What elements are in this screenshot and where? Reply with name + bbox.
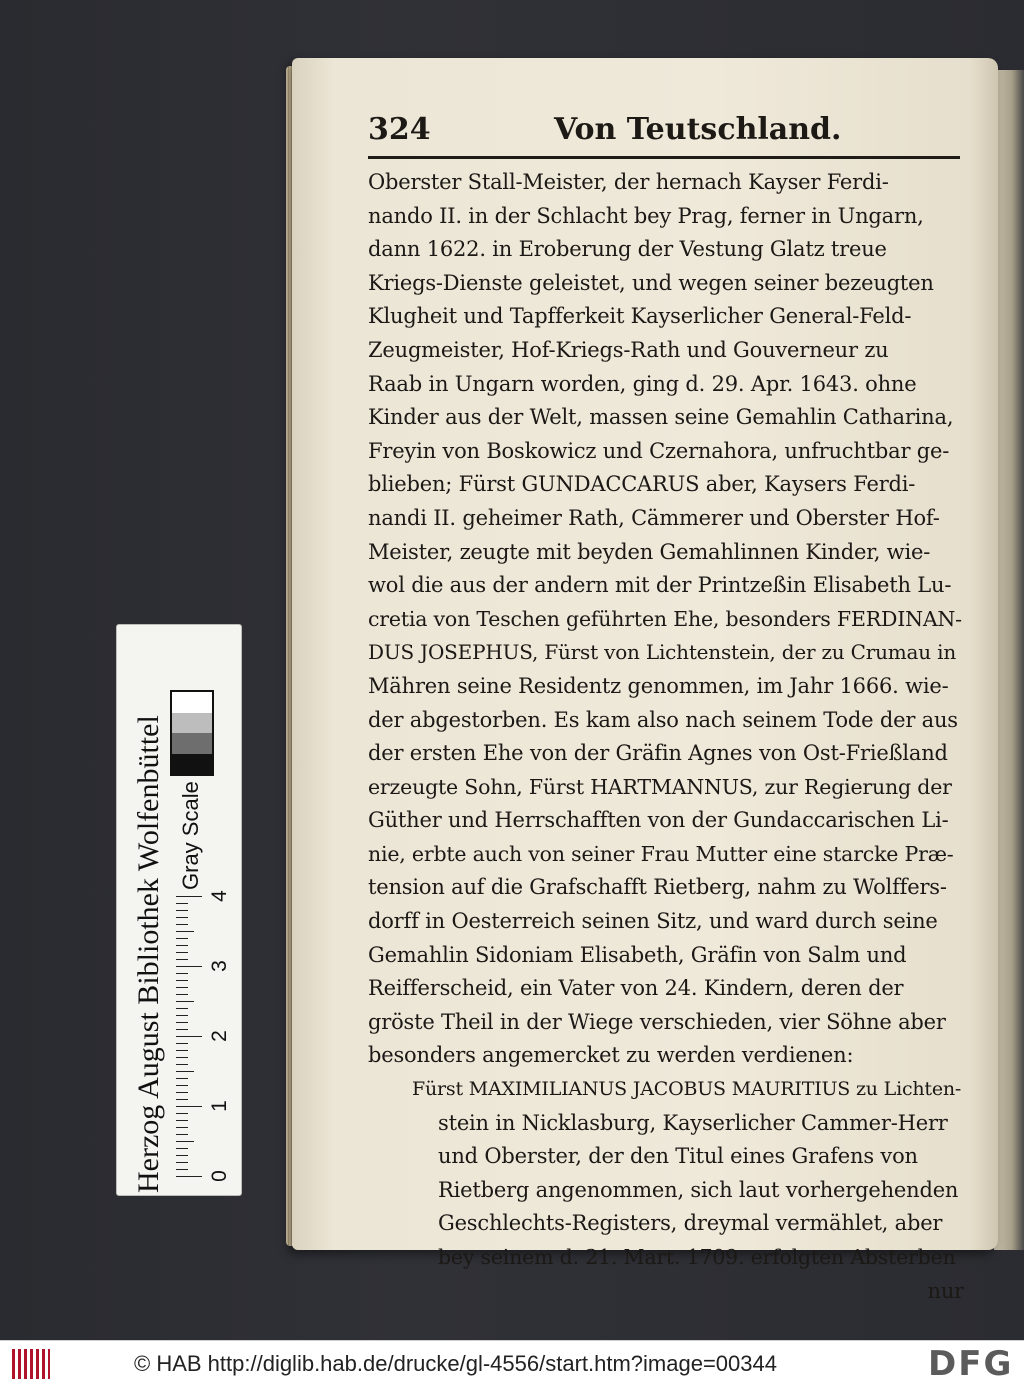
ruler-tick: [176, 1071, 194, 1072]
ruler-tick: [176, 1078, 188, 1079]
ruler-tick: [176, 1120, 188, 1121]
ruler-tick: [176, 945, 188, 946]
text-line: Kriegs-Dienste geleistet, und wegen seiner bezeugten: [368, 270, 934, 295]
text-line: besonders angemercket zu werden verdienen:: [368, 1043, 854, 1068]
ruler-tick: [176, 1155, 188, 1156]
text-line: DUS JOSEPHUS, Fürst von Lichtenstein, der zu Crumau in: [368, 640, 956, 665]
text-line: erzeugte Sohn, Fürst HARTMANNUS, zur Regierung der: [368, 774, 952, 799]
ruler-tick: [176, 1029, 188, 1030]
text-line: dann 1622. in Eroberung der Vestung Glatz treue: [368, 237, 887, 262]
running-head: Von Teutschland.: [554, 112, 842, 147]
ruler-tick: [176, 1008, 188, 1009]
ruler-tick: [176, 924, 188, 925]
text-line: bey seinem d. 21. Mart. 1709. erfolgten Absterben: [438, 1245, 956, 1269]
ruler-tick: [176, 994, 188, 995]
ruler-tick: [176, 1106, 202, 1107]
gray-swatch: [172, 733, 212, 754]
scale-ruler: [168, 890, 238, 1188]
footer-bar: [0, 1340, 1024, 1387]
text-line: Mähren seine Residentz genommen, im Jahr 1666. wie-: [368, 673, 949, 698]
text-line: tension auf die Grafschafft Rietberg, nahm zu Wolffers-: [368, 875, 947, 900]
text-line: der ersten Ehe von der Gräfin Agnes von Ost-Frießland: [368, 741, 948, 766]
gray-swatch: [172, 692, 212, 713]
ruler-tick: [176, 1057, 188, 1058]
text-line: Geschlechts-Registers, dreymal vermählet, aber: [438, 1211, 943, 1236]
text-line: nie, erbte auch von seiner Frau Mutter eine starcke Præ-: [368, 841, 954, 866]
text-line: dorff in Oesterreich seinen Sitz, und ward durch seine: [368, 909, 938, 934]
ruler-tick: [176, 980, 188, 981]
ruler-tick: [176, 1141, 194, 1142]
ruler-tick: [176, 1001, 194, 1002]
ruler-tick: [176, 987, 188, 988]
ruler-tick: [176, 931, 194, 932]
ruler-number: 1: [207, 1100, 231, 1112]
ruler-tick: [176, 966, 202, 967]
text-line: der abgestorben. Es kam also nach seinem Tode der aus: [368, 707, 958, 732]
ruler-tick: [176, 896, 202, 897]
ruler-tick: [176, 1022, 188, 1023]
header-rule: [368, 156, 960, 159]
ruler-tick: [176, 1050, 188, 1051]
ruler-tick: [176, 1134, 188, 1135]
text-line: Raab in Ungarn worden, ging d. 29. Apr. 1643. ohne: [368, 371, 917, 396]
ruler-tick: [176, 1169, 188, 1170]
ruler-number: 4: [207, 890, 231, 902]
ruler-tick: [176, 1092, 188, 1093]
ruler-tick: [176, 910, 188, 911]
text-line: gröste Theil in der Wiege verschieden, vier Söhne aber: [368, 1009, 946, 1034]
gray-swatch: [172, 754, 212, 775]
gray-swatches: [170, 690, 214, 776]
text-line: Oberster Stall-Meister, der hernach Kayser Ferdi-: [368, 170, 889, 194]
text-line: Klugheit und Tapfferkeit Kayserlicher General-Feld-: [368, 304, 912, 329]
facing-page-edge: [994, 70, 1024, 1250]
ruler-tick: [176, 1113, 188, 1114]
ruler-tick: [176, 973, 188, 974]
gray-swatch: [172, 713, 212, 734]
page-header: [368, 112, 960, 158]
ruler-tick: [176, 1127, 188, 1128]
ruler-tick: [176, 1162, 188, 1163]
text-line: blieben; Fürst GUNDACCARUS aber, Kaysers Ferdi-: [368, 472, 916, 497]
ruler-tick: [176, 959, 188, 960]
ruler-tick: [176, 1148, 188, 1149]
text-line: Güther und Herrschafften von der Gundaccarischen Li-: [368, 808, 949, 833]
ruler-tick: [176, 938, 188, 939]
ruler-number: 0: [207, 1170, 231, 1182]
ruler-tick: [176, 1036, 202, 1037]
ruler-tick: [176, 917, 188, 918]
ruler-number: 3: [207, 960, 231, 972]
ruler-number: 2: [207, 1030, 231, 1042]
dfg-logo-icon: DFG: [928, 1344, 1014, 1384]
text-line: wol die aus der andern mit der Printzeßin Elisabeth Lu-: [368, 573, 952, 598]
text-line: Freyin von Boskowicz und Czernahora, unfruchtbar ge-: [368, 438, 950, 463]
catchword: nur: [927, 1278, 964, 1303]
text-line: Zeugmeister, Hof-Kriegs-Rath und Gouverneur zu: [368, 337, 889, 362]
footer-credit-link[interactable]: © HAB http://diglib.hab.de/drucke/gl-4556/start.htm?image=00344: [134, 1351, 777, 1376]
ruler-tick: [176, 1043, 188, 1044]
text-line: nando II. in der Schlacht bey Prag, ferner in Ungarn,: [368, 203, 924, 228]
text-line: Rietberg angenommen, sich laut vorhergehenden: [438, 1177, 959, 1202]
gray-scale-label: Gray Scale: [178, 781, 203, 890]
text-line: Meister, zeugte mit beyden Gemahlinnen Kinder, wie-: [368, 539, 931, 564]
ruler-tick: [176, 903, 188, 904]
page-body-text: [368, 166, 964, 1308]
text-line: und Oberster, der den Titul eines Grafens von: [438, 1144, 918, 1169]
text-line: Fürst MAXIMILIANUS JACOBUS MAURITIUS zu Lichten-: [412, 1078, 962, 1101]
ruler-tick: [176, 1176, 202, 1177]
text-line: nandi II. geheimer Rath, Cämmerer und Oberster Hof-: [368, 505, 940, 530]
ruler-tick: [176, 952, 188, 953]
text-line: stein in Nicklasburg, Kayserlicher Cammer-Herr: [438, 1110, 948, 1135]
page-number: 324: [368, 112, 431, 147]
text-line: cretia von Teschen geführten Ehe, besonders FERDINAN-: [368, 606, 962, 631]
ruler-tick: [176, 1085, 188, 1086]
text-line: Gemahlin Sidoniam Elisabeth, Gräfin von Salm und: [368, 942, 907, 967]
text-line: Kinder aus der Welt, massen seine Gemahlin Catharina,: [368, 405, 954, 430]
scale-institution-label: Herzog August Bibliothek Wolfenbüttel: [132, 715, 165, 1193]
hab-logo-icon: [12, 1349, 50, 1379]
ruler-tick: [176, 1064, 188, 1065]
ruler-tick: [176, 1099, 188, 1100]
text-line: Reifferscheid, ein Vater von 24. Kindern, deren der: [368, 976, 904, 1001]
ruler-tick: [176, 1015, 188, 1016]
